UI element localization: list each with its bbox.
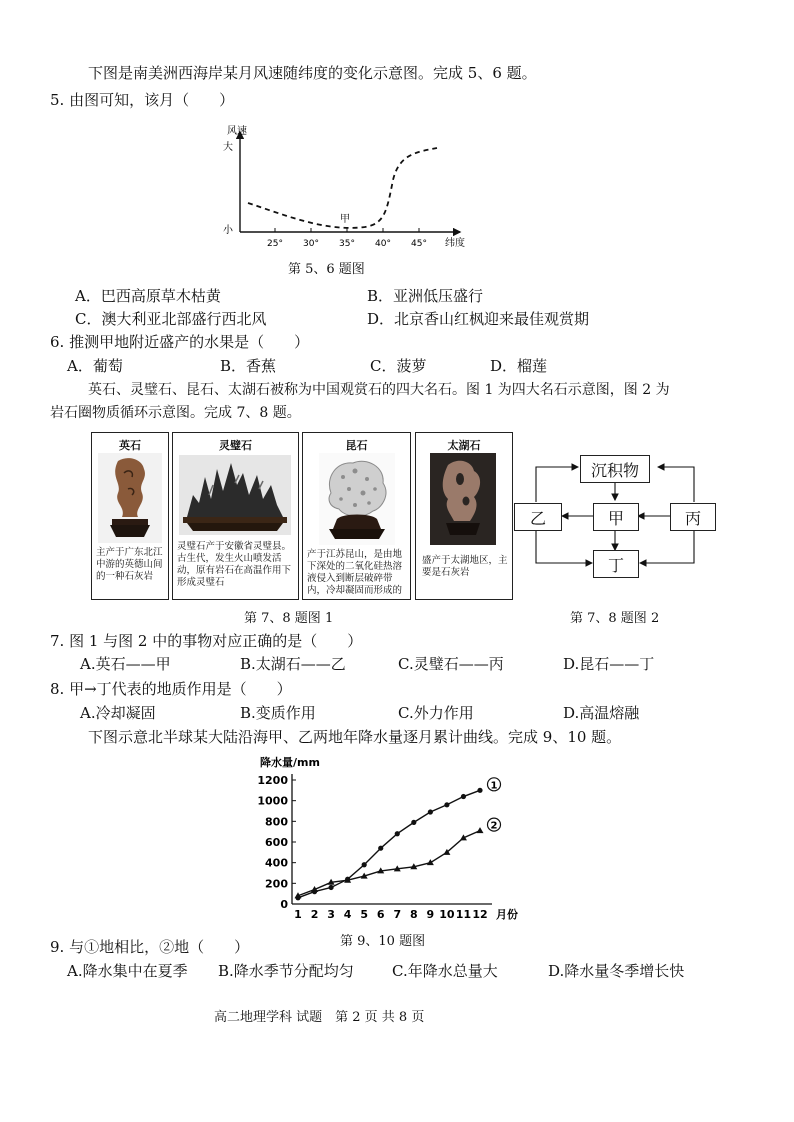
chart-ytick-label: 200: [265, 877, 288, 891]
box-ding: 丁: [593, 550, 639, 578]
chart-ylabel: 降水量/mm: [260, 756, 320, 769]
chart-xtick-label: 5: [360, 908, 369, 921]
q6-option-a: A．葡萄: [67, 357, 123, 375]
chart-xtick-label: 6: [376, 908, 385, 921]
wind-xlabel: 纬度: [445, 238, 465, 249]
chart-xtick-label: 9: [426, 908, 435, 921]
q5-option-d: D．北京香山红枫迎来最佳观赏期: [367, 310, 590, 328]
wind-speed-figure: [215, 120, 475, 255]
q6-stem: 6. 推测甲地附近盛产的水果是（ ）: [50, 333, 310, 351]
box-jia: 甲: [593, 503, 639, 531]
q9-option-b: B.降水季节分配均匀: [218, 962, 354, 980]
series-1-point: [395, 831, 400, 836]
stone-card-lingbishi: [172, 432, 299, 600]
chart-ytick-label: 1000: [257, 794, 288, 808]
q8-option-d: D.高温熔融: [563, 704, 640, 722]
stone-desc: 产于江苏昆山，是由地下深处的二氧化硅热溶液侵入到断层破碎带内，冷却凝固而形成的: [307, 549, 403, 596]
wind-tick-40: 40°: [375, 239, 391, 249]
chart-xtick-label: 4: [343, 908, 352, 921]
stone-name: 英石: [119, 439, 141, 452]
q7-option-c: C.灵璧石——丙: [398, 655, 504, 673]
wind-tick-45: 45°: [411, 239, 427, 249]
box-sediment: 沉积物: [580, 455, 650, 483]
fig910-caption: 第 9、10 题图: [340, 934, 426, 949]
stone-name: 灵璧石: [219, 439, 252, 452]
point-jia: 甲: [340, 214, 350, 225]
fig78-caption-1: 第 7、8 题图 1: [244, 611, 334, 626]
q6-option-d: D．榴莲: [490, 357, 548, 375]
stone-card-yingshi: [91, 432, 169, 600]
q6-option-b: B．香蕉: [220, 357, 277, 375]
q9-option-d: D.降水量冬季增长快: [548, 962, 685, 980]
q5-option-b: B．亚洲低压盛行: [367, 287, 484, 305]
series-1-point: [378, 846, 383, 851]
q9-option-a: A.降水集中在夏季: [67, 962, 188, 980]
chart-xtick-label: 3: [327, 908, 335, 921]
wind-xticks: [267, 228, 427, 249]
wind-ytop: 大: [223, 142, 233, 153]
chart-ytick-label: 800: [265, 815, 288, 829]
q9-stem: 9. 与①地相比，②地（ ）: [50, 938, 250, 956]
wind-tick-30: 30°: [303, 239, 319, 249]
taihushi-photo: [430, 453, 496, 545]
q6-option-c: C．菠萝: [370, 357, 427, 375]
chart-ytick-label: 1200: [257, 774, 288, 787]
q7-option-b: B.太湖石——乙: [240, 655, 346, 673]
stone-desc: 灵璧石产于安徽省灵璧县。古生代，发生火山喷发活动，原有岩石在高温作用下形成灵璧石: [177, 541, 292, 588]
stone-name: 太湖石: [447, 439, 481, 452]
series-1-point: [362, 862, 367, 867]
intro-5-6: 下图是南美洲西海岸某月风速随纬度的变化示意图。完成 5、6 题。: [88, 64, 537, 82]
wind-tick-25: 25°: [267, 239, 283, 249]
q9-option-c: C.年降水总量大: [392, 962, 498, 980]
stone-card-kunshi: [302, 432, 411, 600]
series-2-point: [427, 859, 434, 865]
chart-xtick-label: 1: [294, 908, 302, 921]
series-1-point: [428, 809, 433, 814]
q7-stem: 7. 图 1 与图 2 中的事物对应正确的是（ ）: [50, 632, 363, 650]
fig56-caption: 第 5、6 题图: [288, 262, 365, 277]
chart-xtick-label: 12: [472, 908, 488, 921]
q5-option-c: C．澳大利亚北部盛行西北风: [75, 310, 267, 328]
stone-name: 昆石: [345, 439, 368, 452]
q8-stem: 8. 甲→丁代表的地质作用是（ ）: [50, 680, 292, 698]
chart-xlabel: 月份: [496, 908, 518, 921]
series-1-line: [298, 790, 480, 897]
chart-xtick-label: 11: [455, 908, 472, 921]
q5-stem: 5. 由图可知，该月（ ）: [50, 91, 235, 109]
box-bing: 丙: [670, 503, 716, 531]
precipitation-chart: [240, 752, 530, 924]
chart-ytick-label: 600: [265, 836, 288, 849]
series-2-label: 2: [490, 820, 498, 832]
q7-option-d: D.昆石——丁: [563, 655, 655, 673]
series-1-point: [328, 885, 333, 890]
lingbishi-photo: [179, 455, 291, 535]
q8-option-b: B.变质作用: [240, 704, 316, 722]
wind-tick-35: 35°: [339, 239, 355, 249]
intro-7-8-line2: 岩石圈物质循环示意图。完成 7、8 题。: [50, 405, 301, 421]
wind-ybottom: 小: [223, 225, 233, 236]
kunshi-photo: [319, 453, 395, 545]
fig78-caption-2: 第 7、8 题图 2: [570, 611, 660, 626]
series-1-label: 1: [490, 780, 498, 792]
yingshi-photo: [98, 453, 162, 543]
series-1-point: [444, 802, 449, 807]
wind-ylabel: 风速: [227, 126, 247, 137]
series-1-point: [461, 794, 466, 799]
chart-xtick-label: 2: [310, 908, 319, 921]
box-yi: 乙: [514, 503, 562, 531]
chart-xtick-label: 10: [439, 908, 455, 921]
chart-xtick-label: 8: [409, 908, 418, 921]
series-2-point: [477, 827, 484, 833]
stone-card-taihushi: [415, 432, 513, 600]
series-1-point: [477, 788, 482, 793]
q7-option-a: A.英石——甲: [80, 655, 171, 673]
chart-ytick-label: 400: [265, 856, 288, 870]
chart-xtick-label: 7: [393, 908, 402, 921]
series-1-point: [411, 820, 416, 825]
q8-option-c: C.外力作用: [398, 704, 474, 722]
stone-desc: 主产于广东北江中游的英德山间的一种石灰岩: [96, 547, 163, 582]
stone-desc: 盛产于太湖地区，主要是石灰岩: [422, 555, 508, 578]
chart-ytick-label: 0: [280, 898, 288, 911]
page-footer: 高二地理学科 试题 第 2 页 共 8 页: [214, 1010, 425, 1025]
q8-option-a: A.冷却凝固: [80, 704, 156, 722]
intro-7-8-line1: 英石、灵璧石、昆石、太湖石被称为中国观赏石的四大名石。图 1 为四大名石示意图，图 2 为: [88, 382, 670, 398]
q5-option-a: A．巴西高原草木枯黄: [75, 287, 221, 305]
intro-9-10: 下图示意北半球某大陆沿海甲、乙两地年降水量逐月累计曲线。完成 9、10 题。: [88, 728, 622, 746]
